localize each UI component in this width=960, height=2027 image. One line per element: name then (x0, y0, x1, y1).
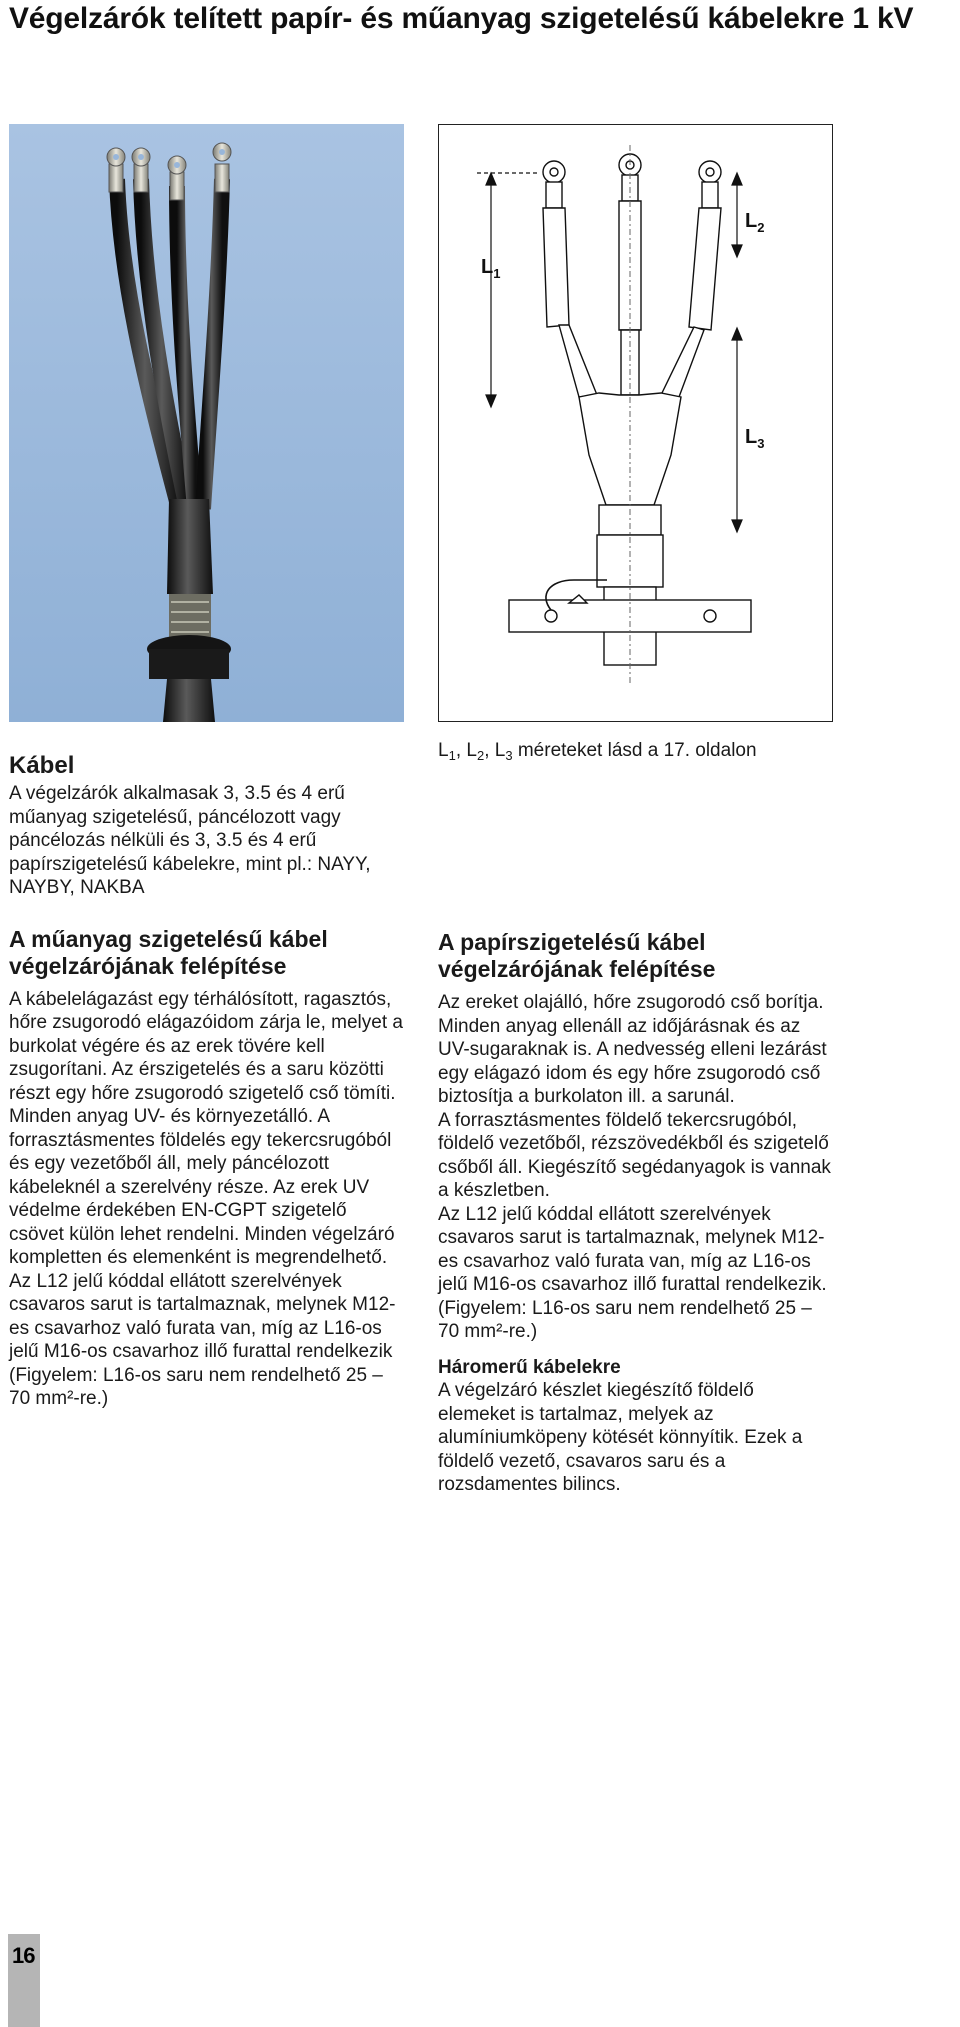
paper-paragraph-2: A forrasztásmentes földelő tekercsrugóból, földelő vezetőből, rézszövedékből és szigetelő csőből áll. Kiegészítő segédanyagok is vannak a készletben. (438, 1109, 831, 1201)
kabel-heading: Kábel (9, 752, 75, 779)
page-number-tab (8, 1934, 40, 2027)
figure-caption: $L_1$, $L_2$, $L_3$ méreteket lásd a 17. oldalon (438, 740, 757, 763)
plastic-section-heading-line1: A műanyag szigetelésű kábel (9, 925, 328, 952)
svg-text:L1 (481, 256, 500, 281)
three-core-paragraph: A végelzáró készlet kiegészítő földelő elemeket is tartalmaz, melyek az alumíniumköpeny kötését könnyítik. Ezek a földelő vezető, csavaros saru és a rozsdamentes bilincs. (438, 1380, 803, 1495)
plastic-paragraph-2: Az L12 jelű kóddal ellátott szerelvények csavaros sarut is tartalmaznak, melynek M12-es csavarhoz való furata van, míg az L16-os jelű M16-os csavarhoz illő furattal rendelkezik (Figyelem: L16-os saru nem rendelhető 25 – 70 mm²-re.) (9, 1270, 396, 1409)
paper-paragraph-1: Az ereket olajálló, hőre zsugorodó cső borítja. Minden anyag ellenáll az időjárásnak és az UV-sugaraknak is. A nedvesség elleni lezárást egy elágazó idom és egy hőre zsugorodó cső biztosítja a burkolaton ill. a sarunál. (438, 992, 827, 1107)
paper-section-heading-line2: végelzárójának felépítése (438, 956, 716, 982)
l3-label: L (745, 426, 758, 448)
product-photo (9, 124, 404, 722)
right-column (438, 929, 833, 1497)
l3-subscript: 3 (757, 436, 765, 451)
paper-paragraph-3: Az L12 jelű kóddal ellátott szerelvények csavaros sarut is tartalmaznak, melynek M12-es csavarhoz való furata van, míg az L16-os jelű M16-os csavarhoz illő furattal rendelkezik. (Figyelem: L16-os saru nem rendelhető 25 – 70 mm²-re.) (438, 1203, 827, 1342)
plastic-section-heading-line2: végelzárójának felépítése (9, 952, 287, 979)
l1-subscript: 1 (493, 266, 501, 281)
page-number: 16 (12, 1943, 35, 1968)
paper-section-heading-line1: A papírszigetelésű kábel (438, 929, 706, 955)
svg-text:L3 (745, 426, 764, 451)
left-column (9, 752, 404, 1411)
l1-label: L (481, 256, 494, 278)
l2-label: L (745, 210, 758, 232)
three-core-subheading: Háromerű kábelekre (438, 1356, 621, 1378)
plastic-paragraph-1: A kábelelágazást egy térhálósított, ragasztós, hőre zsugorodó elágazóidom zárja le, melyet a burkolat végére és az erek tövére kell zsugorítani. Az érszigetelés és a saru közötti részt egy hőre zsugorodó szigetelő cső tömíti. Minden anyag UV- és környezetálló. A forrasztásmentes földelés egy tekercsrugóból és egy vezetőből áll, mely páncélozott kábeleknél a szerelvény része. Az erek UV védelme érdekében EN-CGPT szigetelő csövet külön lehet rendelni. Minden végelzáró kompletten és elemenként is megrendelhető. (9, 988, 403, 1268)
page-title: Végelzárók telített papír- és műanyag szigetelésű kábelekre 1 kV (9, 2, 914, 35)
l2-subscript: 2 (757, 220, 765, 235)
technical-drawing (438, 124, 833, 722)
svg-text:L2 (745, 210, 764, 235)
kabel-text: A végelzárók alkalmasak 3, 3.5 és 4 erű műanyag szigetelésű, páncélozott vagy páncélozás nélküli és 3, 3.5 és 4 erű papírszigetelésű kábelekre, mint pl.: NAYY, NAYBY, NAKBA (9, 783, 371, 898)
